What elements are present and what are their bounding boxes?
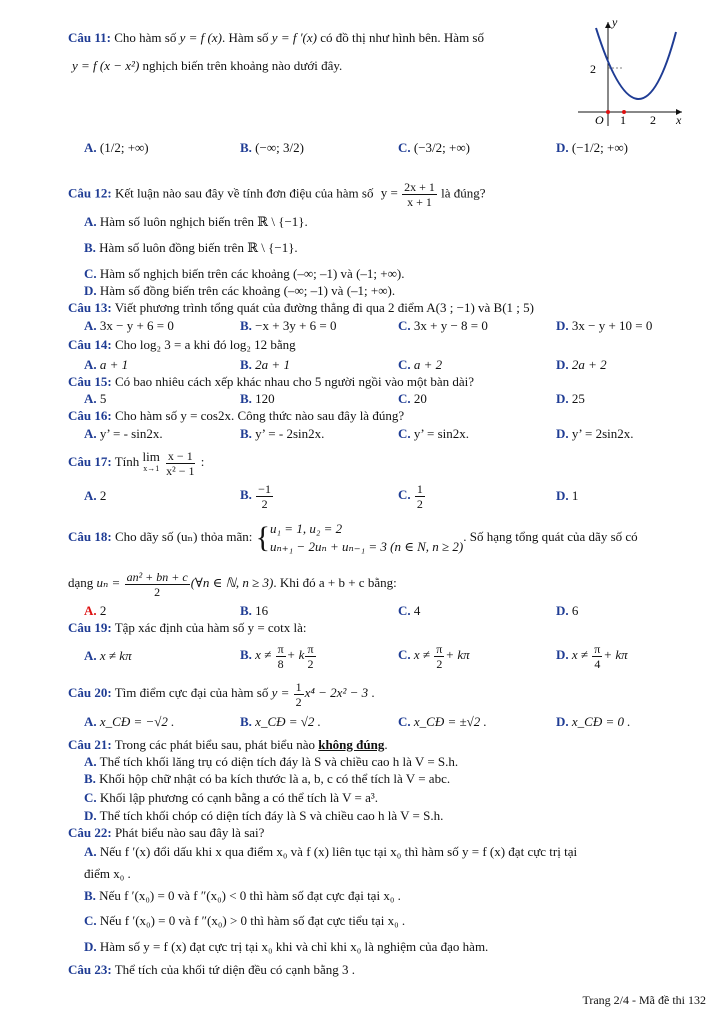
q12-option-c[interactable]: C. Hàm số nghịch biến trên các khoảng (–∞; –1) và (–1; +∞). xyxy=(84,266,405,281)
q11-text4: nghịch biến trên khoảng nào dưới đây. xyxy=(142,58,343,73)
q17-option-a[interactable]: A. 2 xyxy=(84,488,107,503)
tick-x1-label: 1 xyxy=(620,113,626,127)
origin-dot xyxy=(606,110,610,114)
q18-option-c[interactable]: C. 4 xyxy=(398,603,421,618)
q21-line: Câu 21: Trong các phát biểu sau, phát biểu nào không đúng. xyxy=(68,737,388,752)
q22-line: Câu 22: Phát biểu nào sau đây là sai? xyxy=(68,825,265,840)
q12-option-b[interactable]: B. Hàm số luôn đồng biến trên ℝ \ {−1}. xyxy=(84,240,298,255)
q11-option-c[interactable]: C. (−3/2; +∞) xyxy=(398,140,470,155)
q15-option-a[interactable]: A. 5 xyxy=(84,391,107,406)
q21-option-b[interactable]: B. Khối hộp chữ nhật có ba kích thước là a, b, c có thể tích là V = abc. xyxy=(84,771,451,786)
tick-x2-label: 2 xyxy=(650,113,656,127)
q22-option-c[interactable]: C. Nếu f ′(x₀) = 0 và f ″(x₀) > 0 thì hàm số đạt cực tiểu tại x₀ . xyxy=(84,913,406,928)
tick-y-label: 2 xyxy=(590,62,596,76)
q12-line1: Câu 12: Kết luận nào sau đây về tính đơn điệu của hàm số y = $\frac{2x + 1}{x + 1}$ là đúng? xyxy=(68,180,486,209)
q21-option-c[interactable]: C. Khối lập phương có cạnh bằng a có thể tích là V = a³. xyxy=(84,790,378,805)
q18-option-b[interactable]: B. 16 xyxy=(240,603,269,618)
y-axis-label: y xyxy=(612,18,618,29)
q15-option-d[interactable]: D. 25 xyxy=(556,391,585,406)
q15-option-b[interactable]: B. 120 xyxy=(240,391,275,406)
q22-option-b[interactable]: B. Nếu f ′(x₀) = 0 và f ″(x₀) < 0 thì hàm số đạt cực đại tại x₀ . xyxy=(84,888,401,903)
q16-option-d[interactable]: D. y’ = 2sin2x. xyxy=(556,426,634,441)
q17-option-c[interactable]: C. $\frac{1}{2}$ xyxy=(398,481,423,511)
q16-line: Câu 16: Cho hàm số y = cos2x. Công thức nào sau đây là đúng? xyxy=(68,408,405,423)
q18-option-d[interactable]: D. 6 xyxy=(556,603,579,618)
q14-option-c[interactable]: C. a + 2 xyxy=(398,357,443,372)
q11-formula3: y = f (x − x²) xyxy=(72,58,140,73)
q21-option-a[interactable]: A. Thể tích khối lăng trụ có diện tích đáy là S và chiều cao h là V = S.h. xyxy=(84,754,459,769)
q20-option-d[interactable]: D. x_CĐ = 0 . xyxy=(556,714,631,729)
q16-option-a[interactable]: A. y’ = - sin2x. xyxy=(84,426,163,441)
q17-option-d[interactable]: D. 1 xyxy=(556,488,579,503)
q22-option-a[interactable]: A. Nếu f ′(x) đổi dấu khi x qua điểm x₀ và f (x) liên tục tại x₀ thì hàm số y = f (x) đạt cực trị tại xyxy=(84,844,578,859)
q20-option-a[interactable]: A. x_CĐ = −√2 . xyxy=(84,714,175,729)
q12-fraction: $\frac{2x + 1}{x + 1}$ xyxy=(404,180,435,209)
page-footer: Trang 2/4 - Mã đề thi 132 xyxy=(582,993,706,1007)
q22-option-a-cont: điểm x₀ . xyxy=(84,866,131,881)
q14-line: Câu 14: Cho log₂ 3 = a khi đó log₂ 12 bằng xyxy=(68,337,296,352)
q19-option-d[interactable]: D. x ≠ $\frac{\pi}{4}$ + kπ xyxy=(556,641,628,671)
q14-option-a[interactable]: A. a + 1 xyxy=(84,357,129,372)
q11-line1 xyxy=(68,30,484,46)
q12-option-a[interactable]: A. Hàm số luôn nghịch biến trên ℝ \ {−1}. xyxy=(84,214,308,229)
question-label: Câu 11: xyxy=(68,30,111,45)
q13-line: Câu 13: Viết phương trình tổng quát của đường thẳng đi qua 2 điểm A(3 ; −1) và B(1 ; 5) xyxy=(68,300,534,315)
q18-line2: dạng uₙ = $\frac{\text{an² + bn + c}}{2}$ (∀n ∈ ℕ, n ≥ 3). Khi đó a + b + c bằng: xyxy=(68,569,397,599)
q18-line1: Câu 18: Cho dãy số (uₙ) thỏa mãn: { u₁ = 1, u₂ = 2 uₙ₊₁ − 2uₙ + uₙ₋₁ = 3 (n ∈ N, n ≥ 2) . Số hạng tổng quát của dãy số có xyxy=(68,521,638,555)
q20-option-b[interactable]: B. x_CĐ = √2 . xyxy=(240,714,321,729)
q19-line: Câu 19: Tập xác định của hàm số y = cotx là: xyxy=(68,620,307,635)
q18-option-a[interactable]: A. 2 xyxy=(84,603,107,618)
q11-option-a[interactable]: A. (1/2; +∞) xyxy=(84,140,149,155)
q11-text2: . Hàm số xyxy=(221,30,269,45)
q14-option-b[interactable]: B. 2a + 1 xyxy=(240,357,290,372)
q13-option-c[interactable]: C. 3x + y − 8 = 0 xyxy=(398,318,488,333)
q20-line: Câu 20: Tìm điểm cực đại của hàm số y = $\frac{1}{2}$ x⁴ − 2x² − 3 . xyxy=(68,679,375,709)
q20-option-c[interactable]: C. x_CĐ = ±√2 . xyxy=(398,714,487,729)
q14-option-d[interactable]: D. 2a + 2 xyxy=(556,357,607,372)
origin-label: O xyxy=(595,113,604,127)
q11-formula1: y = f (x) xyxy=(179,30,222,45)
q19-option-c[interactable]: C. x ≠ $\frac{\pi}{2}$ + kπ xyxy=(398,641,470,671)
q15-line: Câu 15: Có bao nhiêu cách xếp khác nhau cho 5 người ngồi vào một bàn dài? xyxy=(68,374,474,389)
q22-option-d[interactable]: D. Hàm số y = f (x) đạt cực trị tại x₀ khi và chỉ khi x₀ là nghiệm của đạo hàm. xyxy=(84,939,489,954)
q16-option-c[interactable]: C. y’ = sin2x. xyxy=(398,426,470,441)
q12-option-d[interactable]: D. Hàm số đồng biến trên các khoảng (–∞; –1) và (–1; +∞). xyxy=(84,283,396,298)
q23-line: Câu 23: Thể tích của khối tứ diện đều có cạnh bằng 3 . xyxy=(68,962,355,977)
q16-option-b[interactable]: B. y’ = - 2sin2x. xyxy=(240,426,325,441)
q17-option-b[interactable]: B. $\frac{-1}{2}$ xyxy=(240,481,271,511)
q17-line: Câu 17: Tính lim x→1 $\frac{x - 1}{\text{x² − 1}}$ : xyxy=(68,448,205,478)
q11-line2 xyxy=(72,58,342,74)
q11-option-b[interactable]: B. (−∞; 3/2) xyxy=(240,140,304,155)
q19-option-a[interactable]: A. x ≠ kπ xyxy=(84,648,132,663)
question-label: Câu 12: xyxy=(68,185,112,201)
q19-option-b[interactable]: B. x ≠ $\frac{\pi}{8}$ + k $\frac{\pi}{2}$ xyxy=(240,641,314,671)
x-axis-label: x xyxy=(676,113,682,127)
q11-text1: Cho hàm số xyxy=(114,30,177,45)
q13-option-b[interactable]: B. −x + 3y + 6 = 0 xyxy=(240,318,337,333)
q11-formula2: y = f ′(x) xyxy=(271,30,317,45)
q11-graph xyxy=(570,18,690,130)
q17-fraction: $\frac{x - 1}{\text{x² − 1}}$ xyxy=(166,448,195,478)
q13-option-a[interactable]: A. 3x − y + 6 = 0 xyxy=(84,318,174,333)
q11-text3: có đồ thị như hình bên. Hàm số xyxy=(320,30,484,45)
q11-option-d[interactable]: D. (−1/2; +∞) xyxy=(556,140,628,155)
q15-option-c[interactable]: C. 20 xyxy=(398,391,427,406)
q13-option-d[interactable]: D. 3x − y + 10 = 0 xyxy=(556,318,653,333)
q21-option-d[interactable]: D. Thể tích khối chóp có diện tích đáy là S và chiều cao h là V = S.h. xyxy=(84,808,444,823)
